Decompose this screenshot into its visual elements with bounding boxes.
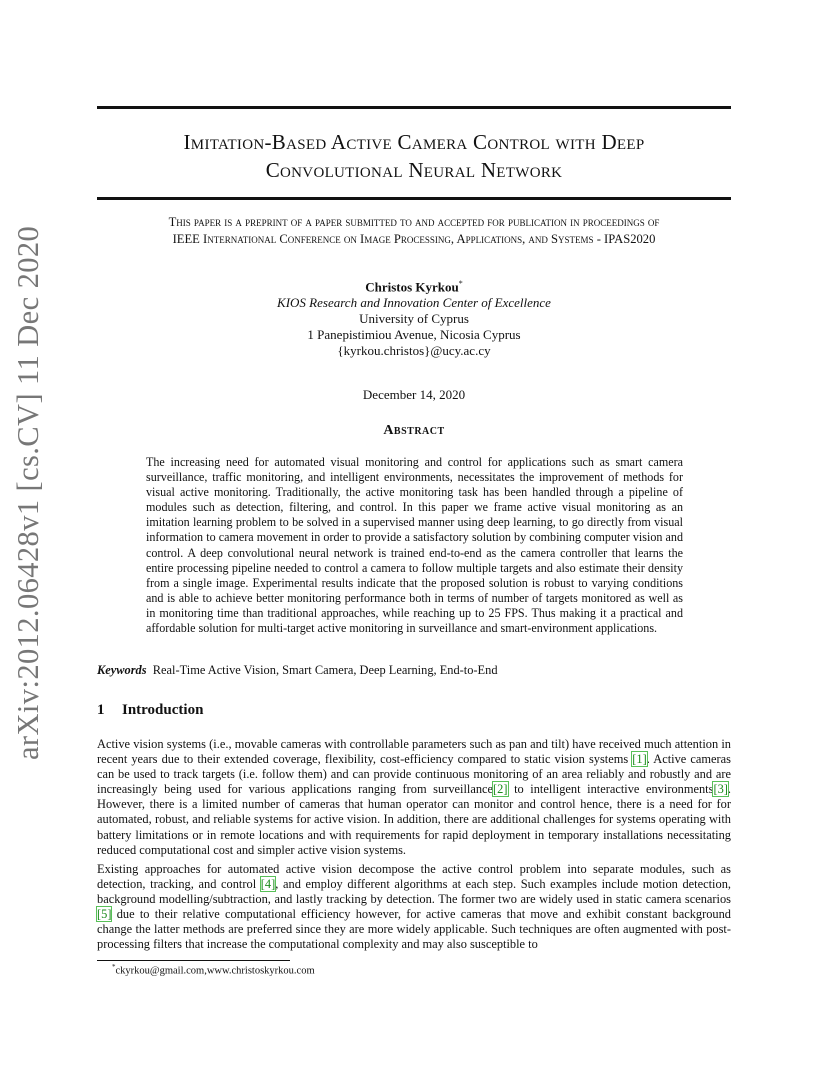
abstract-text: The increasing need for automated visual monitoring and control for applications such as smart camera surveillance, traffic monitoring, and intelligent environments, necessitates the improvement of methods for visual active monitoring. Traditionally, the active monitoring task has been handled through a pipeline of modules such as detection, filtering, and control. In this paper we frame active visual monitoring as an imitation learning problem to be solved in a supervised manner using deep learning, to go directly from visual information to camera movement in order to provide a satisfactory solution by combining computer vision and control. A deep convolutional neural network is trained end-to-end as the camera controller that learns the entire processing pipeline needed to control a camera to follow multiple targets and also estimate their density from a single image. Experimental results indicate that the proposed solution is robust to varying conditions and is able to achieve better monitoring performance both in terms of number of targets monitored as well as in monitoring time than traditional approaches, while reaching up to 25 FPS. Thus making it a practical and affordable solution for multi-target active monitoring in surveillance and smart-environment applications.: [146, 455, 683, 636]
intro-paragraph-1: [97, 737, 731, 858]
footnote: [112, 963, 315, 977]
section-number: 1: [97, 702, 105, 718]
citation-link-1[interactable]: [1]: [632, 752, 647, 767]
para1-text-1: Active vision systems (i.e., movable cameras with controllable parameters such as pan and tilt) have received much attention in recent years due to their extended coverage, flexibility, cost-efficiency compared to static vision systems: [97, 737, 731, 767]
para1-text-4: . However, there is a limited number of cameras that human operator can monitor and control hence, there is a need for for automated, robust, and reliable systems for active vision. In addition, there are additional challenges for systems operating with battery limitations or in remote locations and with requirements for rapid deployment in temporary installations necessitating reduced computational cost and simpler active vision systems.: [97, 782, 731, 857]
keywords-line: [97, 663, 498, 678]
author-name-line: [97, 276, 731, 295]
author-block: [97, 276, 731, 359]
author-university: University of Cyprus: [359, 311, 469, 327]
title-rule-top: [97, 106, 731, 109]
citation-link-5[interactable]: [5]: [97, 907, 112, 922]
citation-link-3[interactable]: [3]: [713, 782, 728, 797]
title-line-2: Convolutional Neural Network: [265, 158, 563, 182]
title-line-1: Imitation-Based Active Camera Control with Deep: [183, 130, 645, 154]
footnote-mark: *: [112, 963, 116, 971]
citation-link-4[interactable]: [4]: [260, 877, 276, 892]
paper-title: [97, 128, 731, 184]
title-rule-bottom: [97, 197, 731, 200]
keywords-text: Real-Time Active Vision, Smart Camera, Deep Learning, End-to-End: [152, 663, 498, 677]
author-email: {kyrkou.christos}@ucy.ac.cy: [337, 343, 491, 359]
para2-text-1: Existing approaches for automated active vision decompose the active control problem into separate modules, such as detection, tracking, and control: [97, 862, 731, 892]
keywords-label: Keywords: [97, 663, 147, 677]
abstract-heading: Abstract: [383, 423, 445, 438]
para2-text-2: , and employ different algorithms at each step. Such examples include motion detection, background modelling/subtraction, and lastly tracking by detection. The former two are widely used in static camera scenarios: [97, 877, 731, 907]
author-name: Christos Kyrkou: [365, 279, 459, 295]
footnote-text: ckyrkou@gmail.com,www.christoskyrkou.com: [115, 965, 315, 977]
preprint-note-line-2: IEEE International Conference on Image Processing, Applications, and Systems - IPAS2020: [172, 232, 656, 246]
para1-text-2: . Active cameras can be used to track targets (i.e. follow them) and can provide continuous monitoring of an area reliably and robustly and are increasingly being used for various applications ranging from surveillance: [97, 752, 731, 797]
author-footnote-mark: *: [458, 279, 463, 288]
citation-link-2[interactable]: [2]: [493, 782, 508, 797]
arxiv-watermark: arXiv:2012.06428v1 [cs.CV] 11 Dec 2020: [11, 225, 45, 760]
section-title: Introduction: [122, 702, 204, 718]
para1-text-3: to intelligent interactive environments: [507, 782, 714, 797]
paper-date: December 14, 2020: [362, 387, 466, 402]
preprint-note: [97, 214, 731, 248]
author-affiliation: KIOS Research and Innovation Center of Excellence: [277, 295, 551, 311]
footnote-rule: [97, 960, 290, 961]
preprint-note-line-1: This paper is a preprint of a paper submitted to and accepted for publication in proceedings of: [168, 215, 660, 229]
para2-text-3: due to their relative computational efficiency however, for active cameras that move and exhibit constant background change the latter methods are preferred since they are more widely applicable. Such techniques are often augmented with post-processing filters that increase the computational complexity and may also susceptible to: [97, 907, 731, 952]
intro-paragraph-2: [97, 862, 731, 953]
author-address: 1 Panepistimiou Avenue, Nicosia Cyprus: [307, 327, 521, 343]
section-heading: [97, 702, 203, 719]
